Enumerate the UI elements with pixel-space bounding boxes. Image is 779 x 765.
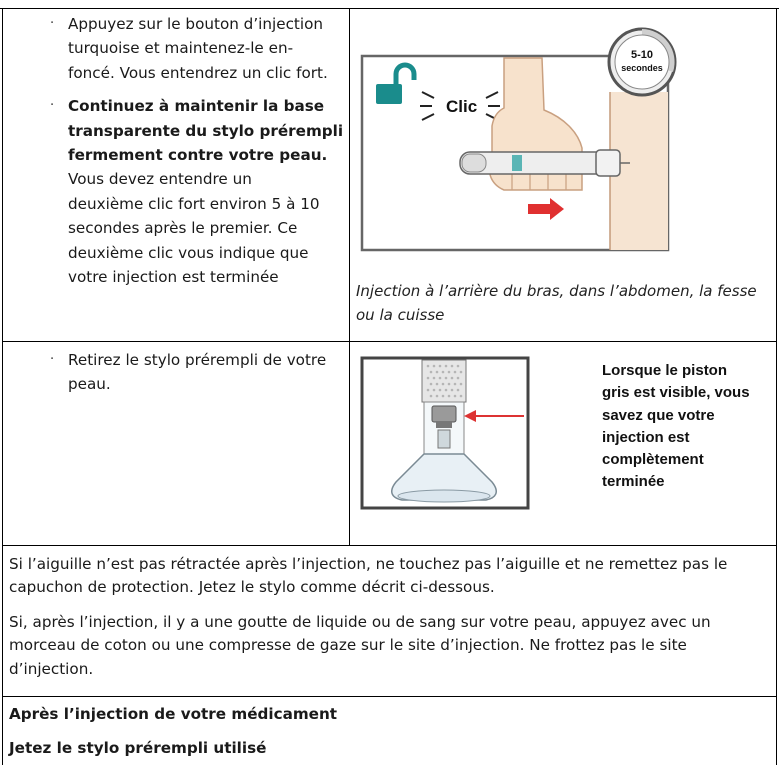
bullet-press-button — [10, 12, 344, 85]
label-line: complètement — [602, 451, 704, 469]
table-border-top — [0, 8, 779, 9]
table-row-divider-1 — [2, 341, 777, 342]
injection-illustration — [352, 14, 682, 264]
step-instructions-press — [10, 12, 344, 289]
bullet-line: secondes après le premier. Ce — [68, 219, 298, 238]
click-label: Clic — [446, 97, 478, 116]
bullet-dot: · — [50, 98, 55, 114]
caption-line: Injection à l’arrière du bras, dans l’abdomen, la fesse — [356, 282, 757, 300]
table-col-divider — [349, 8, 350, 545]
pen-icon — [460, 150, 630, 176]
bullet-line-bold: fermement contre votre peau. — [68, 146, 328, 165]
step-instructions-remove — [10, 348, 344, 397]
bullet-line: foncé. Vous entendrez un clic fort. — [68, 63, 328, 82]
bullet-line: Appuyez sur le bouton d’injection — [68, 15, 324, 33]
bullet-line: deuxième clic fort environ 5 à 10 — [68, 194, 320, 213]
piston-illustration — [360, 356, 532, 516]
label-line: injection est — [602, 428, 690, 446]
bullet-line: deuxième clic vous indique que — [68, 243, 309, 262]
bullet-line-bold: transparente du stylo prérempli — [68, 121, 344, 140]
paragraph-line: morceau de coton ou une compresse de gaze sur le site d’injection. Ne frottez pas le site — [9, 636, 687, 655]
label-line: gris est visible, vous — [602, 384, 750, 402]
timer-icon — [609, 29, 675, 95]
timer-value: 5-10 — [630, 49, 654, 61]
caption-line: ou la cuisse — [356, 306, 445, 324]
table-border-left — [2, 8, 3, 765]
bullet-line: turquoise et maintenez-le en- — [68, 39, 294, 58]
note-drop-of-blood — [9, 611, 773, 681]
piston-visible-label — [602, 360, 774, 494]
paragraph-line: Si, après l’injection, il y a une goutte de liquide ou de sang sur votre peau, appuyez avec un — [9, 613, 711, 631]
bullet-line: Retirez le stylo prérempli de votre — [68, 351, 327, 369]
timer-unit: secondes — [621, 63, 663, 73]
paragraph-line: capuchon de protection. Jetez le stylo comme décrit ci-dessous. — [9, 578, 495, 597]
bullet-line: votre injection est terminée — [68, 268, 279, 287]
bullet-remove-pen — [10, 348, 344, 397]
bullet-dot: · — [50, 16, 55, 31]
note-needle-not-retracted — [9, 553, 773, 600]
bullet-dot: · — [50, 352, 55, 367]
bullet-line-bold: Continuez à maintenir la base — [68, 97, 325, 116]
label-line: Lorsque le piston — [602, 362, 728, 379]
bullet-line: peau. — [68, 375, 111, 394]
paragraph-line: d’injection. — [9, 659, 94, 678]
pen-barrel — [422, 360, 466, 402]
bullet-line: Vous devez entendre un — [68, 170, 252, 189]
table-row-divider-2 — [2, 545, 777, 546]
heading-dispose-pen: Jetez le stylo prérempli utilisé — [9, 739, 267, 757]
figure-caption-sites — [356, 279, 771, 327]
table-border-right — [776, 8, 777, 765]
paragraph-line: Si l’aiguille n’est pas rétractée après l’injection, ne touchez pas l’aiguille et ne remettez pas le — [9, 555, 728, 573]
bullet-keep-pressing — [10, 94, 344, 289]
heading-after-injection: Après l’injection de votre médicament — [9, 705, 338, 723]
table-row-divider-3 — [2, 696, 777, 697]
label-line: savez que votre — [602, 406, 715, 424]
label-line: terminée — [602, 473, 665, 491]
